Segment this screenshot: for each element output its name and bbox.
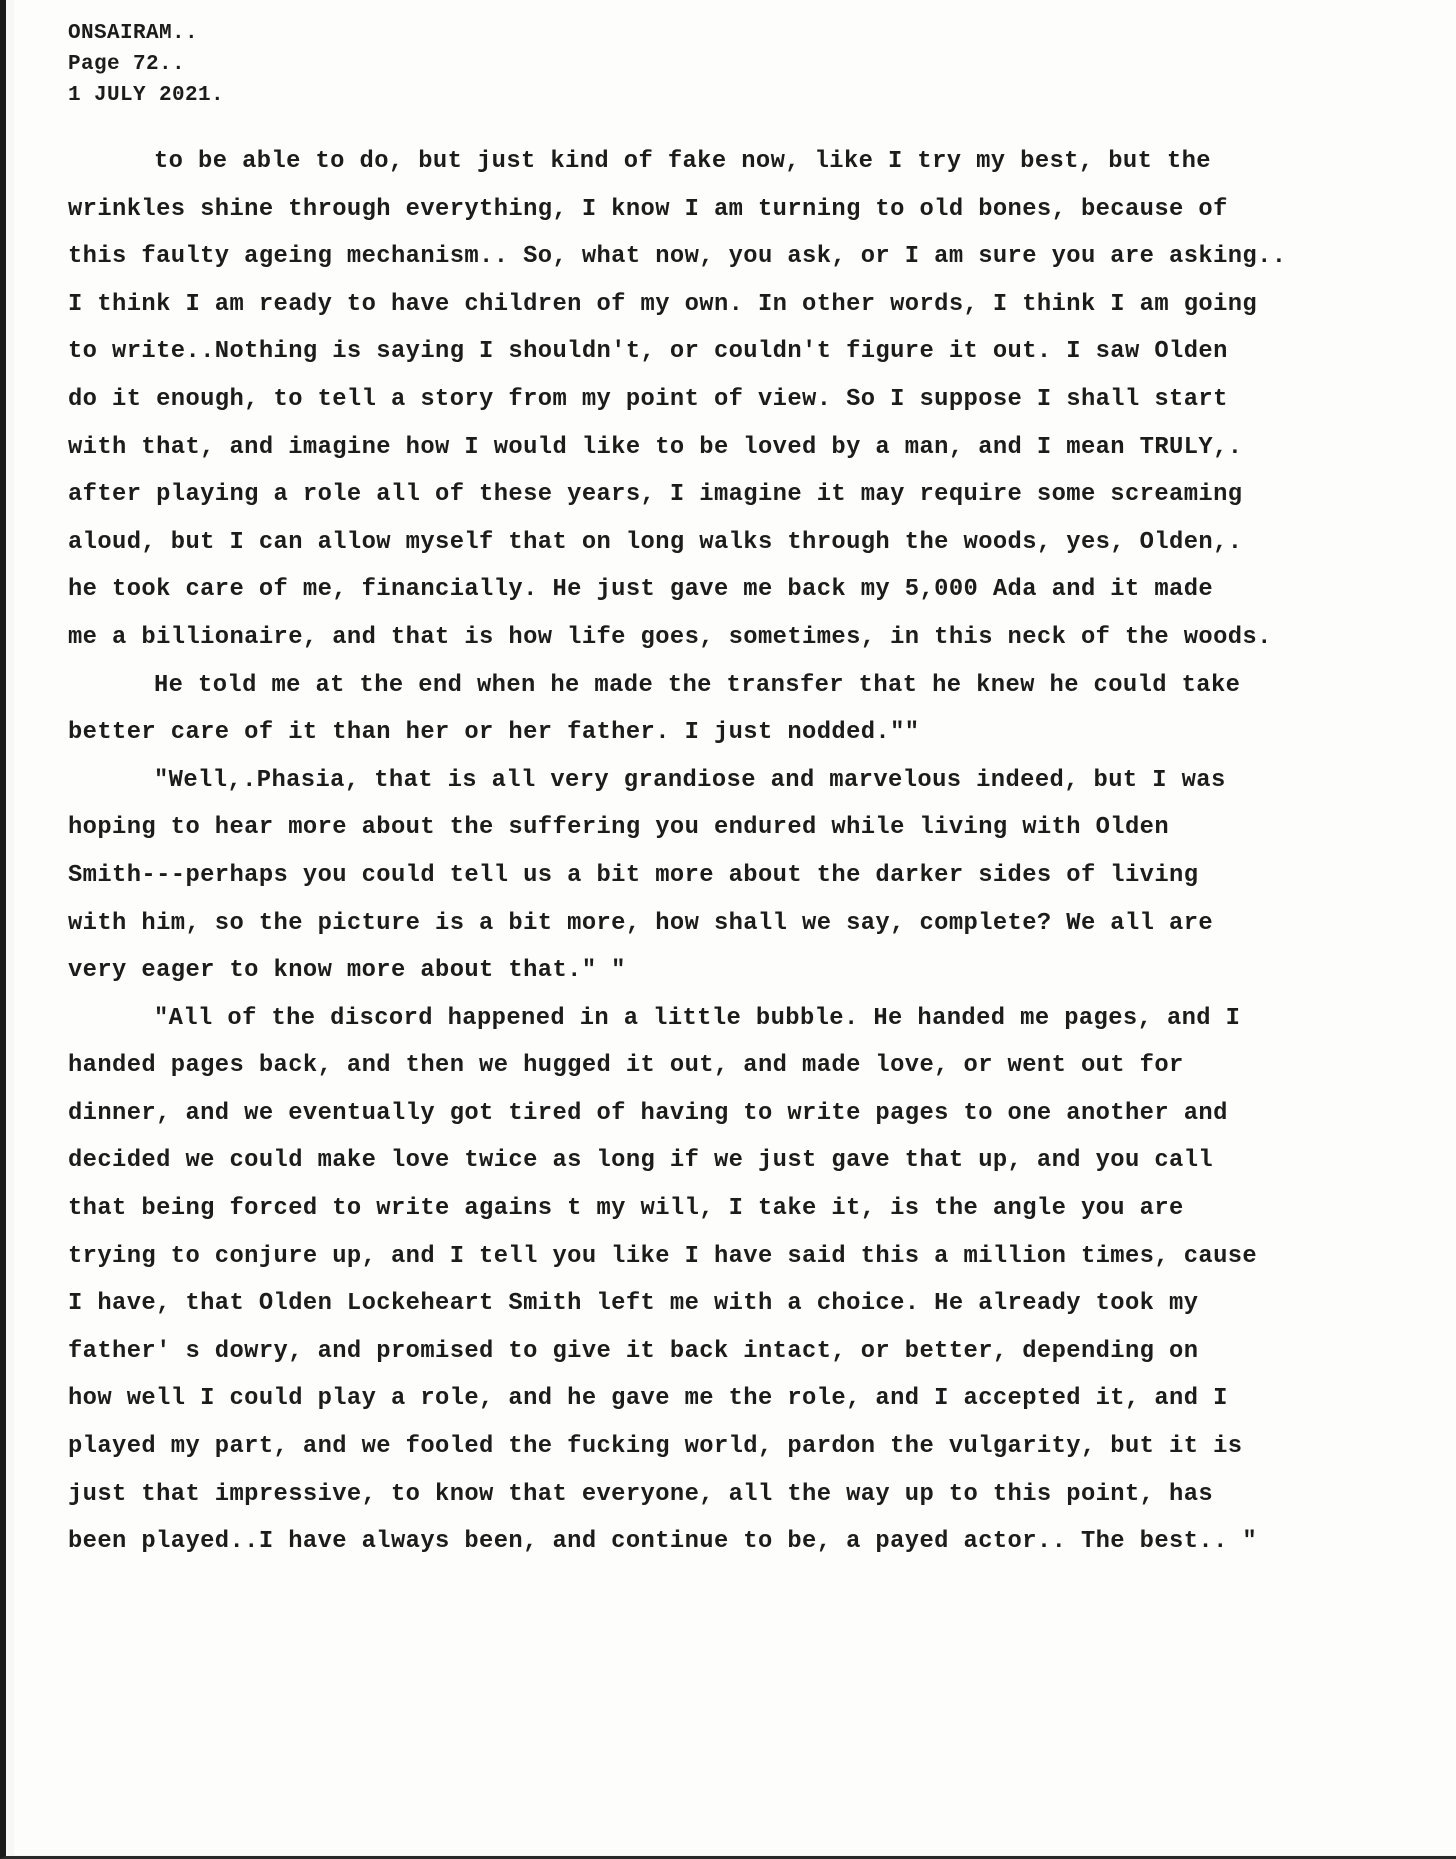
text-line: just that impressive, to know that everyone, all the way up to this point, has [68, 1480, 1214, 1508]
text-line: after playing a role all of these years, I imagine it may require some screaming [68, 481, 1243, 509]
text-line: very eager to know more about that." " [68, 957, 626, 985]
text-line: to write..Nothing is saying I shouldn't, or couldn't figure it out. I saw Olden [68, 338, 1228, 366]
text-line: he took care of me, financially. He just gave me back my 5,000 Ada and it made [68, 576, 1214, 604]
text-line: me a billionaire, and that is how life goes, sometimes, in this neck of the woods. [68, 623, 1272, 651]
page-header [68, 18, 224, 111]
text-line: how well I could play a role, and he gave me the role, and I accepted it, and I [68, 1385, 1228, 1413]
text-line: trying to conjure up, and I tell you like I have said this a million times, cause [68, 1242, 1258, 1270]
text-line: handed pages back, and then we hugged it out, and made love, or went out for [68, 1052, 1184, 1080]
text-line: I have, that Olden Lockeheart Smith left me with a choice. He already took my [68, 1290, 1199, 1318]
text-line: to be able to do, but just kind of fake now, like I try my best, but the [154, 148, 1211, 175]
text-line: He told me at the end when he made the transfer that he knew he could take [154, 671, 1241, 699]
text-line: this faulty ageing mechanism.. So, what now, you ask, or I am sure you are asking.. [68, 243, 1287, 271]
text-line: father' s dowry, and promised to give it back intact, or better, depending on [68, 1337, 1199, 1365]
text-line: better care of it than her or her father. I just nodded."" [68, 719, 920, 747]
text-line: been played..I have always been, and continue to be, a payed actor.. The best.. " [68, 1528, 1258, 1556]
text-line: wrinkles shine through everything, I know I am turning to old bones, because of [68, 195, 1228, 223]
header-date: 1 JULY 2021. [68, 84, 225, 107]
text-line: decided we could make love twice as long if we just gave that up, and you call [68, 1147, 1214, 1175]
text-line: "All of the discord happened in a little bubble. He handed me pages, and I [154, 1004, 1241, 1032]
text-line: dinner, and we eventually got tired of having to write pages to one another and [68, 1099, 1228, 1127]
text-line: aloud, but I can allow myself that on long walks through the woods, yes, Olden,. [68, 528, 1243, 556]
header-title: ONSAIRAM.. [68, 22, 199, 45]
text-line: Smith---perhaps you could tell us a bit more about the darker sides of living [68, 861, 1199, 889]
typed-body-text [68, 138, 1456, 1566]
text-line: that being forced to write agains t my will, I take it, is the angle you are [68, 1195, 1184, 1223]
paper-sheet [14, 0, 1456, 1855]
text-line: do it enough, to tell a story from my point of view. So I suppose I shall start [68, 385, 1228, 413]
header-page-number: Page 72.. [68, 53, 186, 76]
text-line: with him, so the picture is a bit more, how shall we say, complete? We all are [68, 909, 1214, 937]
text-line: I think I am ready to have children of my own. In other words, I think I am going [68, 290, 1258, 318]
text-line: hoping to hear more about the suffering you endured while living with Olden [68, 814, 1170, 842]
text-line: with that, and imagine how I would like to be loved by a man, and I mean TRULY,. [68, 433, 1243, 461]
text-line: played my part, and we fooled the fucking world, pardon the vulgarity, but it is [68, 1433, 1243, 1461]
text-line: "Well,.Phasia, that is all very grandiose and marvelous indeed, but I was [154, 766, 1226, 794]
